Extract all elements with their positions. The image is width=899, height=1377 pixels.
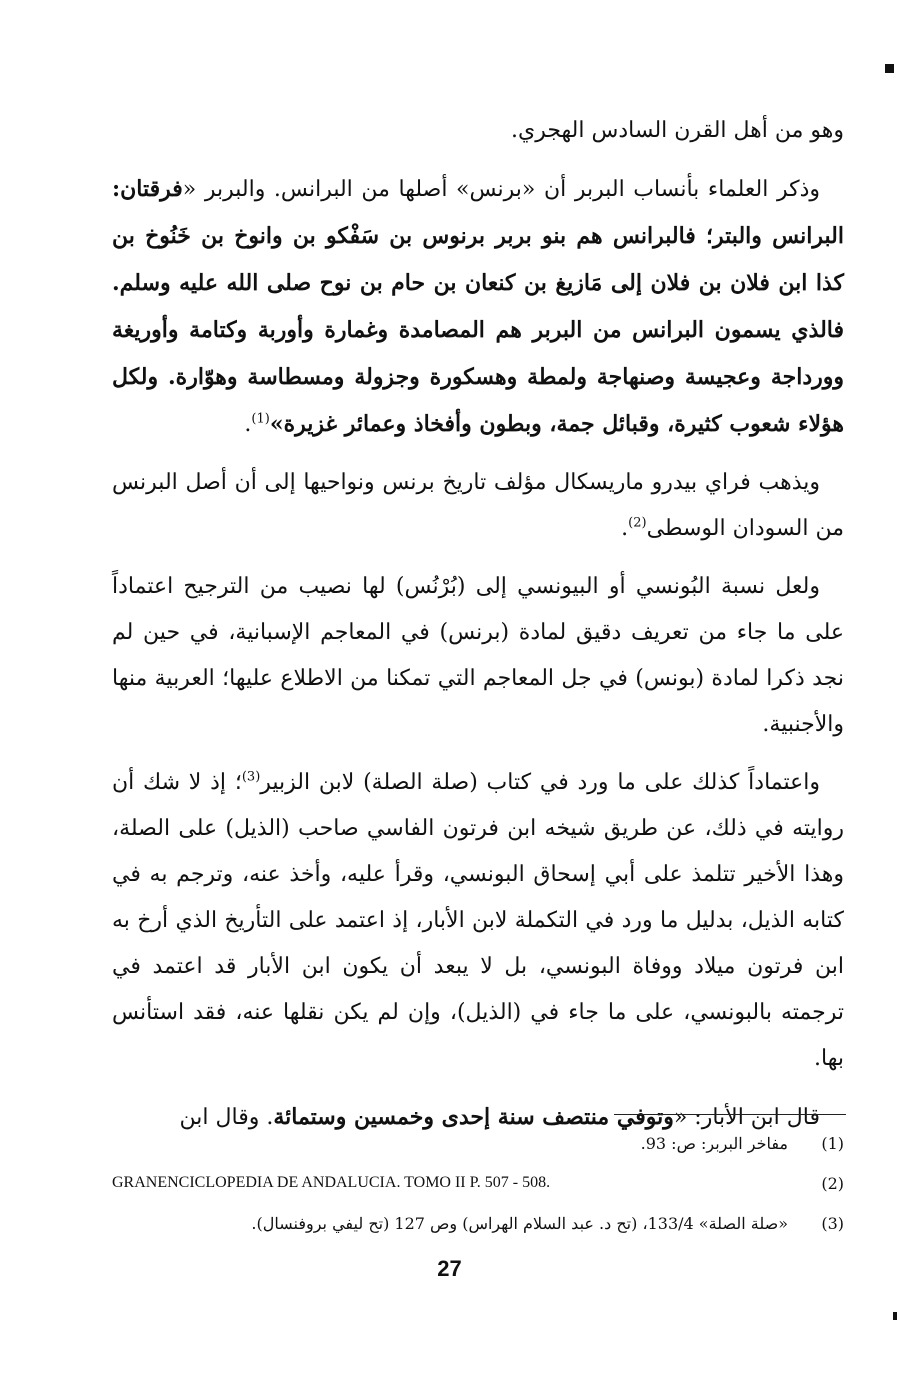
- quote-bold-text: فرقتان: البرانس والبتر؛ فالبرانس هم بنو بربر برنوس بن سَفْكو بن وانوخ بن خَنُوخ بن كذا ابن فلان بن فلان إلى مَازيغ بن كنعان بن حام بن نوح صلى الله عليه وسلم. فالذي يسمون البرانس من البربر هم المصامدة وغمارة وأوربة وكتامة وأوريغة وورداجة وعجيسة وصنهاجة ولمطة وهسكورة وجزولة ومسطاسة وهوّارة. ولكل هؤلاء شعوب كثيرة، وقبائل جمة، وبطون وأفخاذ وعمائر غزيرة»: [112, 176, 844, 437]
- paragraph-3-end: .: [621, 516, 629, 541]
- footnote-ref-1: (1): [251, 411, 270, 427]
- footnote-ref-3: (3): [241, 769, 261, 785]
- paragraph-1: [112, 108, 844, 154]
- paragraph-3: [112, 460, 844, 552]
- footnotes: [112, 1134, 844, 1254]
- paragraph-2-text: وذكر العلماء بأنساب البربر أن «برنس» أصلها من البرانس. والبربر «: [182, 177, 820, 202]
- footnote-2: [112, 1174, 844, 1214]
- footnote-3: [112, 1214, 844, 1254]
- paragraph-3-text: ويذهب فراي بيدرو ماريسكال مؤلف تاريخ برنس ونواحيها إلى أن أصل البرنس من السودان الوسطى: [112, 470, 844, 541]
- footnote-number: (3): [821, 1214, 844, 1233]
- footnote-text: GRANENCICLOPEDIA DE ANDALUCIA. TOMO II P. 507 - 508.: [112, 1174, 551, 1191]
- scan-mark-top: [885, 64, 894, 73]
- page-number: 27: [437, 1256, 462, 1281]
- paragraph-4-text: ولعل نسبة البُونسي أو البيونسي إلى (بُرْنُس) لها نصيب من الترجيح اعتماداً على ما جاء من تعريف دقيق لمادة (برنس) في المعاجم الإسبانية، في حين لم نجد ذكرا لمادة (بونس) في جل المعاجم التي تمكنا من الاطلاع عليها؛ العربية منها والأجنبية.: [112, 574, 844, 737]
- paragraph-4: [112, 564, 844, 748]
- paragraph-5-text: واعتماداً كذلك على ما ورد في كتاب (صلة الصلة) لابن الزبير: [260, 770, 821, 795]
- quote-bold-death-date: وتوفي منتصف سنة إحدى وخمسين وستمائة: [273, 1104, 674, 1130]
- footnote-1: [112, 1134, 844, 1174]
- paragraph-6-end: . وقال ابن: [179, 1105, 274, 1130]
- footnote-number: (2): [821, 1174, 844, 1193]
- scan-mark-bottom: [893, 1312, 897, 1320]
- footnote-text: مفاخر البربر: ص: 93.: [640, 1134, 788, 1153]
- paragraph-2: [112, 166, 844, 448]
- footnote-text: «صلة الصلة» 133/4، (تح د. عبد السلام الهراس) وص 127 (تح ليفي بروفنسال).: [251, 1214, 788, 1233]
- footnote-divider: [614, 1114, 846, 1115]
- paragraph-2-end: .: [244, 412, 252, 437]
- body-text: [112, 108, 844, 1153]
- paragraph-5-end: ؛ إذ لا شك أن روايته في ذلك، عن طريق شيخه ابن فرتون الفاسي صاحب (الذيل) على الصلة، وهذا الأخير تتلمذ على أبي إسحاق البونسي، وقرأ عليه، وأخذ عنه، وترجم به في كتابه الذيل، بدليل ما ورد في التكملة لابن الأبار، إذ اعتمد على التأريخ الذي أرخ به ابن فرتون ميلاد ووفاة البونسي، بل لا يبعد أن يكون ابن الأبار قد اعتمد في ترجمته بالبونسي، على ما جاء في (الذيل)، وإن لم يكن نقلها عنه، فقد استأنس بها.: [112, 770, 844, 1071]
- footnote-number: (1): [821, 1134, 844, 1153]
- footnote-ref-2: (2): [628, 515, 647, 531]
- paragraph-5: [112, 760, 844, 1082]
- paragraph-1-text: وهو من أهل القرن السادس الهجري.: [510, 118, 844, 143]
- paragraph-6-text: قال ابن الأبار: «: [673, 1105, 820, 1130]
